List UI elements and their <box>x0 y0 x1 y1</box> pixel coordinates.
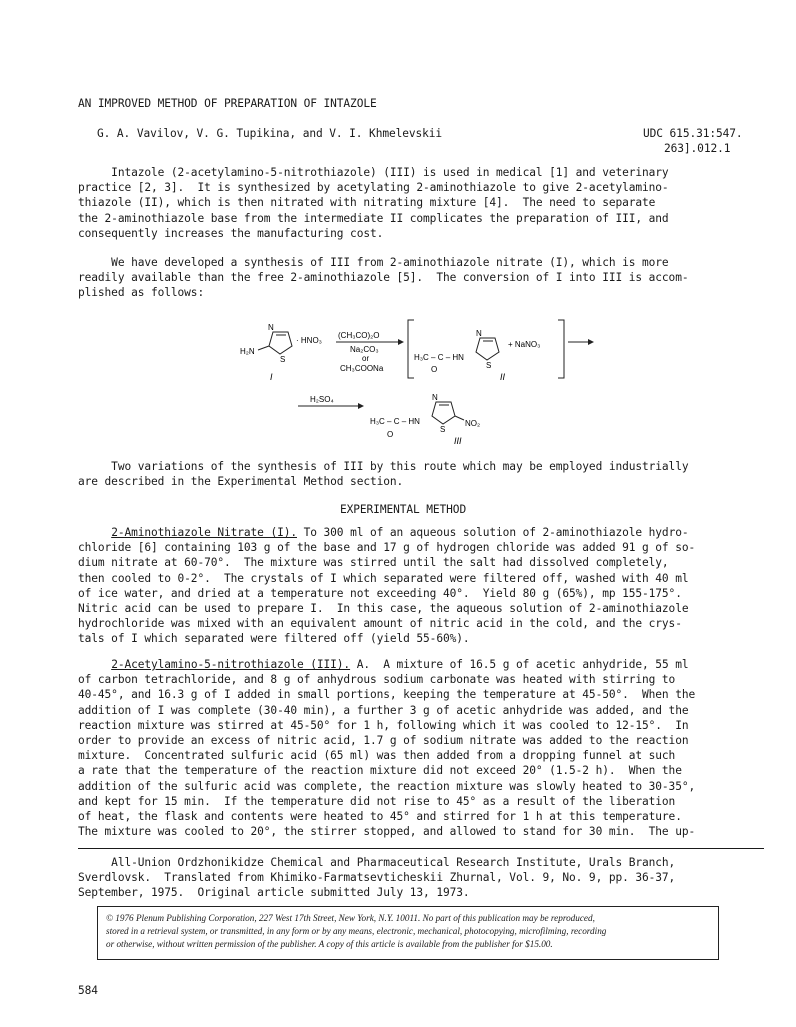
reagent-or: or <box>362 354 370 363</box>
footnote <box>78 855 764 901</box>
text-line: mixture. Concentrated sulfuric acid (65 ml) was then added from a dropping funnel at such <box>78 749 676 763</box>
text-line: and kept for 15 min. If the temperature did not rise to 45° as a result of the liberation <box>78 794 676 808</box>
text-line: hydrochloride was mixed with an equivalent amount of nitric acid in the cold, and the crys- <box>78 617 682 631</box>
arrow-head-icon <box>588 339 594 345</box>
text-line: the 2-aminothiazole base from the intermediate II complicates the preparation of III, and <box>78 211 669 225</box>
ring-s-label-III: S <box>440 425 446 434</box>
text-line: addition of I was complete (30-40 min), a further 3 g of acetic anhydride was added, and the <box>78 703 689 717</box>
text-line: order to provide an excess of nitric acid, 1.7 g of sodium nitrate was added to the reaction <box>78 733 689 747</box>
text-line: then cooled to 0-2°. The crystals of I which separated were filtered off, washed with 40 ml <box>78 571 689 585</box>
text-span: To 300 ml of an aqueous solution of 2-aminothiazole hydro- <box>296 526 689 539</box>
thiazole-ring-I <box>269 332 292 354</box>
arrow-head-icon <box>398 339 404 345</box>
carbonyl-o-III: O <box>387 430 394 439</box>
text-line: of ice water, and dried at a temperature not exceeding 40°. Yield 80 g (65%), mp 155-175°. <box>78 586 682 600</box>
reagent-ch3coona: CH₃COONa <box>340 364 384 373</box>
text-line: thiazole (II), which is then nitrated with nitrating mixture [4]. The need to separate <box>78 196 656 210</box>
ring-n-label-II: N <box>476 329 482 338</box>
authors: G. A. Vavilov, V. G. Tupikina, and V. I. Khmelevskii <box>97 127 443 140</box>
compound-I-label: I <box>270 372 273 382</box>
text-span: A. A mixture of 16.5 g of acetic anhydride, 55 ml <box>350 658 689 671</box>
acyl-group-II: H₃C – C – HN <box>414 353 464 362</box>
arrow-head-icon <box>358 403 364 409</box>
ring-n-label-III: N <box>432 393 438 402</box>
variations-paragraph <box>78 459 764 489</box>
section-heading: EXPERIMENTAL METHOD <box>340 503 467 516</box>
text-line: a rate that the temperature of the reaction mixture did not exceed 20° (1.5-2 h). When the <box>78 764 682 778</box>
text-line: tals of I which separated were filtered off (yield 55-60%). <box>78 632 470 646</box>
copyright-line: stored in a retrieval system, or transmitted, in any form or by any means, electronic, mechanical, photocopying, microfilming, recording <box>106 926 607 936</box>
text-line <box>78 525 764 540</box>
sodium-nitrate-label: + NaNO₃ <box>508 340 541 349</box>
text-line: All-Union Ordzhonikidze Chemical and Pharmaceutical Research Institute, Urals Branch, <box>78 856 676 869</box>
subsection-heading-nitrate: 2-Aminothiazole Nitrate (I). <box>111 526 297 539</box>
acyl-group-III: H₃C – C – HN <box>370 417 420 426</box>
text-line: readily available than the free 2-aminothiazole [5]. The conversion of I into III is accom- <box>78 271 689 285</box>
text-line: plished as follows: <box>78 286 205 300</box>
text-line: consequently increases the manufacturing cost. <box>78 226 384 240</box>
thiazole-ring-III <box>432 402 464 424</box>
nitro-group-label: NO₂ <box>465 419 481 428</box>
left-bracket <box>408 320 414 378</box>
copyright-line: or otherwise, without written permission of the publisher. A copy of this article is available from the publisher for $15.00. <box>106 939 553 949</box>
h2n-label: H₂N <box>240 347 255 356</box>
text-line: Nitric acid can be used to prepare I. In this case, the aqueous solution of 2-aminothiazole <box>78 601 689 615</box>
text-line: The mixture was cooled to 20°, the stirrer stopped, and allowed to stand for 30 min. The up- <box>78 825 696 839</box>
paper-title: AN IMPROVED METHOD OF PREPARATION OF INTAZOLE <box>78 97 377 110</box>
acetylamino-paragraph <box>78 657 764 839</box>
compound-II-label: II <box>500 372 506 382</box>
page-number: 584 <box>78 984 98 997</box>
ring-s-label: S <box>280 355 286 364</box>
text-line: Two variations of the synthesis of III by this route which may be employed industrially <box>78 460 689 473</box>
text-line: Sverdlovsk. Translated from Khimiko-Farmatsevticheskii Zhurnal, Vol. 9, No. 9, pp. 36-37, <box>78 871 676 885</box>
right-bracket <box>558 320 564 378</box>
reagent-acetic-anhydride: (CH₃CO)₂O <box>338 331 380 340</box>
ring-n-label: N <box>268 323 274 332</box>
text-line: of carbon tetrachloride, and 8 g of anhydrous sodium carbonate was heated with stirring to <box>78 673 676 687</box>
copyright-line: © 1976 Plenum Publishing Corporation, 227 West 17th Street, New York, N.Y. 10011. No part of this publication may be reproduced, <box>106 913 595 923</box>
text-line: 40-45°, and 16.3 g of I added in small portions, keeping the temperature at 45-50°. When the <box>78 688 696 702</box>
text-line: reaction mixture was stirred at 45-50° for 1 h, following which it was cooled to 12-15°. In <box>78 718 689 732</box>
text-line: addition of the sulfuric acid was complete, the reaction mixture was slowly heated to 30-35°, <box>78 779 696 793</box>
udc-line-2: 263].012.1 <box>664 142 731 155</box>
nitrate-paragraph <box>78 525 764 647</box>
text-line: September, 1975. Original article submitted July 13, 1973. <box>78 886 470 900</box>
synthesis-paragraph <box>78 255 764 301</box>
ring-s-label-II: S <box>486 361 492 370</box>
intro-paragraph <box>78 165 764 241</box>
footnote-divider <box>78 848 764 849</box>
text-line: We have developed a synthesis of III from 2-aminothiazole nitrate (I), which is more <box>78 256 669 269</box>
text-line: are described in the Experimental Method section. <box>78 475 404 489</box>
text-line <box>78 657 764 672</box>
compound-III-label: III <box>454 436 462 446</box>
carbonyl-o-II: O <box>431 365 438 374</box>
bond-line <box>258 346 269 350</box>
text-line: dium nitrate at 60-70°. The mixture was stirred until the salt had dissolved completely, <box>78 556 669 570</box>
reaction-scheme <box>240 310 600 450</box>
text-line: of heat, the flask and contents were heated to 45° and stirred for 1 h at this temperature. <box>78 809 682 823</box>
reagent-na2co3: Na₂CO₃ <box>350 345 379 354</box>
text-line: chloride [6] containing 103 g of the base and 17 g of hydrogen chloride was added 91 g of so- <box>78 541 696 555</box>
subsection-heading-acetylamino: 2-Acetylamino-5-nitrothiazole (III). <box>111 658 351 671</box>
text-line: practice [2, 3]. It is synthesized by acetylating 2-aminothiazole to give 2-acetylamino- <box>78 181 669 195</box>
h2so4-label: H₂SO₄ <box>310 395 334 404</box>
thiazole-ring-II <box>476 338 499 360</box>
text-line: Intazole (2-acetylamino-5-nitrothiazole) (III) is used in medical [1] and veterinary <box>78 166 669 179</box>
hno3-label: · HNO₃ <box>296 336 322 345</box>
udc-line-1: UDC 615.31:547. <box>643 127 743 140</box>
copyright-box <box>97 906 719 960</box>
